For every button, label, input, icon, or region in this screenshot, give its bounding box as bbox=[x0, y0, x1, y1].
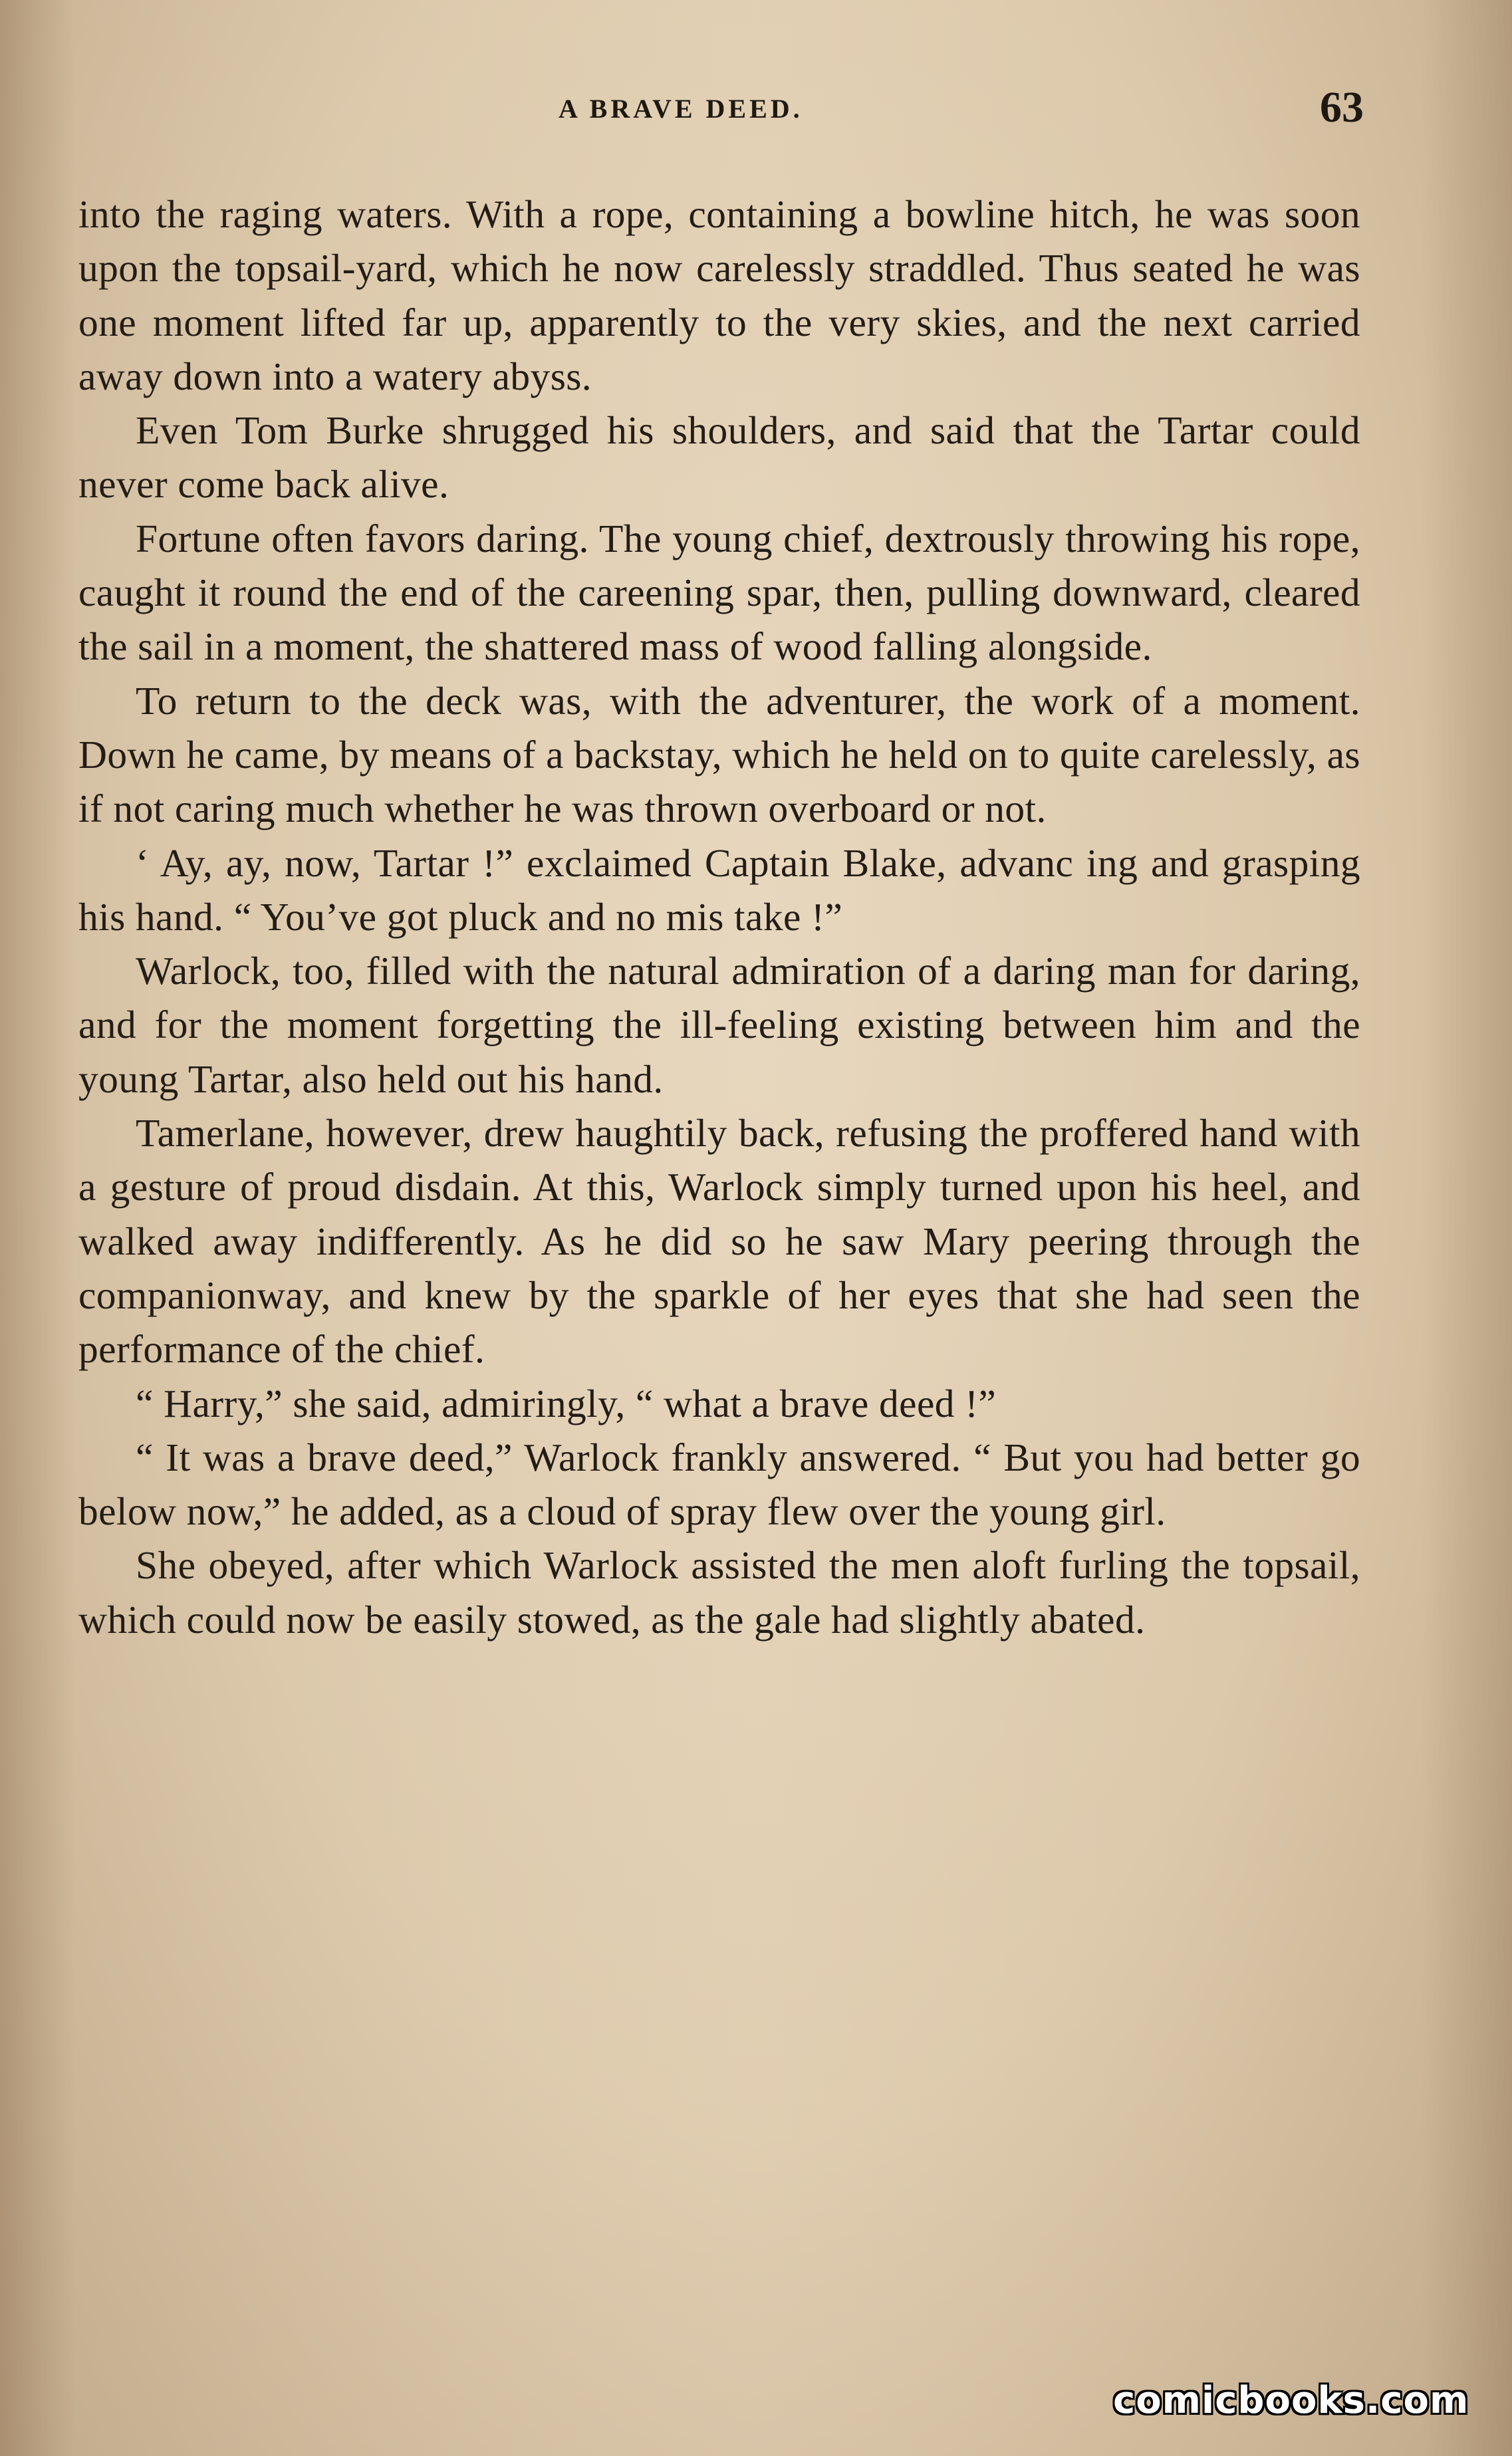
paragraph: “ Harry,” she said, admiringly, “ what a brave deed !” bbox=[136, 1381, 997, 1425]
paragraph: into the raging waters. With a rope, containing a bowline hitch, he was soon upon the topsail-yard, which he now carelessly straddled. Thus seated he was one moment lifted far up, apparently to the very skies, and the next carried away down into a watery abyss. bbox=[78, 192, 1360, 398]
paragraph: ‘ Ay, ay, now, Tartar !” exclaimed Captain Blake, advanc ing and grasping his hand. “ You’ve got pluck and no mis take !” bbox=[78, 840, 1360, 939]
page-number: 63 bbox=[1320, 83, 1364, 132]
paragraph: Fortune often favors daring. The young chief, dextrously throwing his rope, caught it round the end of the careening spar, then, pulling downward, cleared the sail in a moment, the shattered mass of wood falling alongside. bbox=[78, 516, 1360, 669]
paragraph: “ It was a brave deed,” Warlock frankly answered. “ But you had better go below now,” he added, as a cloud of spray flew over the young girl. bbox=[78, 1435, 1360, 1534]
running-title: A BRAVE DEED. bbox=[559, 94, 803, 124]
paragraph: Tamerlane, however, drew haughtily back, refusing the proffered hand with a gesture of proud disdain. At this, Warlock simply turned upon his heel, and walked away indifferently. As he did so he saw Mary peering through the companionway, and knew by the sparkle of her eyes that she had seen the performance of the chief. bbox=[78, 1111, 1360, 1372]
paragraph: To return to the deck was, with the adventurer, the work of a moment. Down he came, by means of a backstay, which he held on to quite carelessly, as if not caring much whether he was thrown overboard or not. bbox=[78, 678, 1360, 831]
body-text bbox=[78, 187, 1360, 1647]
paragraph: Warlock, too, filled with the natural admiration of a daring man for daring, and for the moment forgetting the ill-feeling existing between him and the young Tartar, also held out his hand. bbox=[78, 949, 1360, 1101]
paragraph: Even Tom Burke shrugged his shoulders, and said that the Tartar could never come back alive. bbox=[78, 408, 1360, 507]
paragraph: She obeyed, after which Warlock assisted the men aloft furling the topsail, which could now be easily stowed, as the gale had slightly abated. bbox=[78, 1543, 1360, 1642]
watermark: comicbooks.com bbox=[1113, 2379, 1469, 2422]
